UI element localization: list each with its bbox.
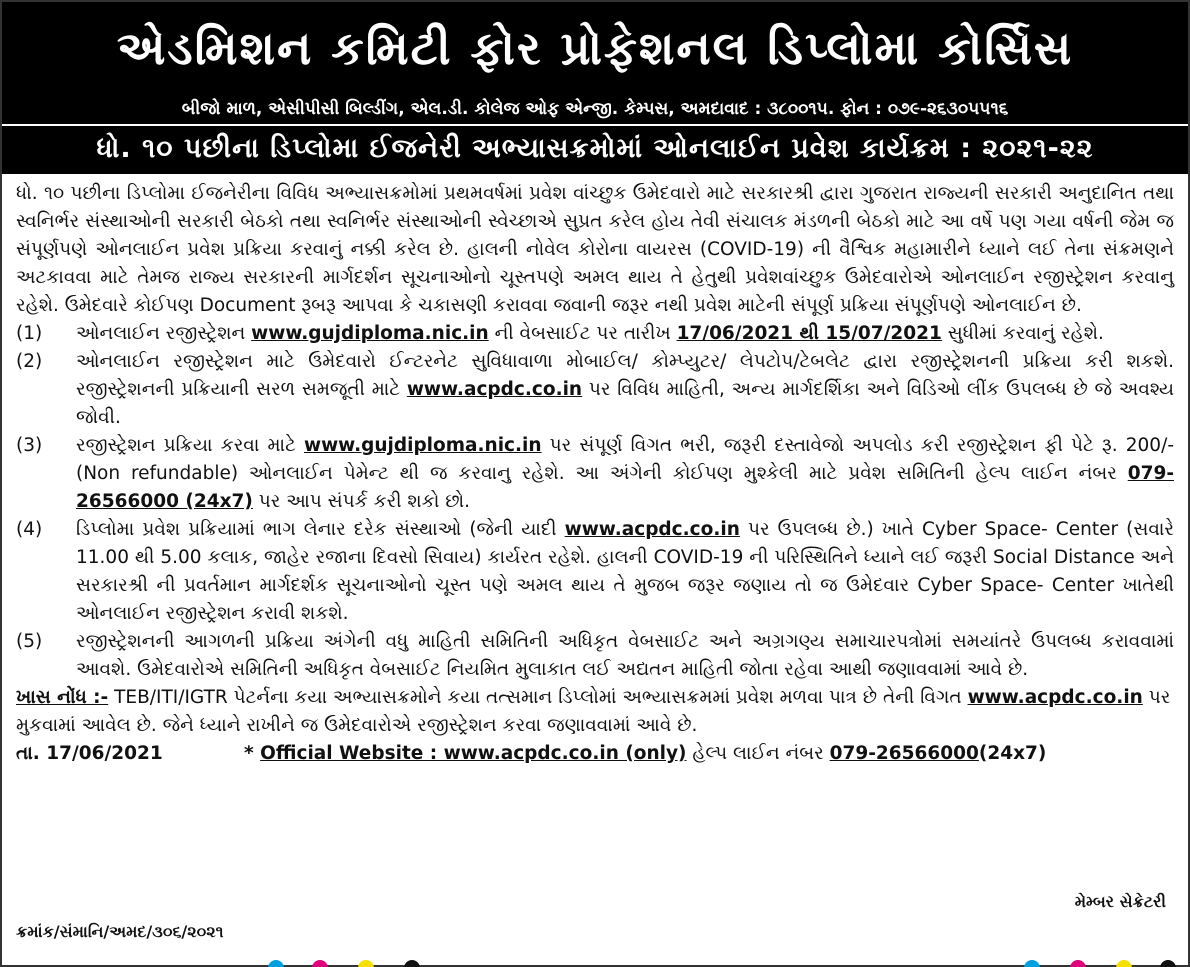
point-number: (3)	[16, 435, 43, 456]
registration-dot	[404, 960, 420, 967]
point-4	[16, 516, 1174, 628]
text-segment: ડિપ્લોમા પ્રવેશ પ્રક્રિયામાં ભાગ લેનાર દરેક સંસ્થાઓ (જેની યાદી	[76, 519, 565, 540]
text-segment: ઓનલાઈન રજીસ્ટ્રેશન	[76, 323, 252, 344]
gujdiploma-link[interactable]: www.gujdiploma.nic.in	[303, 435, 542, 456]
registration-dates: 17/06/2021 થી 15/07/2021	[676, 323, 942, 344]
text-segment: પર મુકવામાં આવેલ છે. જેને ધ્યાને રાખીને જ ઉમેદવારોએ રજીસ્ટ્રેશન કરવા જણાવવામાં આવે છે.	[16, 687, 1171, 736]
point-number: (5)	[16, 631, 43, 652]
text-segment: સુધીમાં કરવાનું રહેશે.	[941, 323, 1104, 344]
helpline-suffix: (24x7)	[978, 743, 1047, 764]
point-number: (2)	[16, 351, 43, 372]
registration-dot	[312, 960, 328, 967]
text-segment: પર ઉપલબ્ધ છે.) ખાતે Cyber Space- Center (સવારે 11.00 થી 5.00 કલાક, જાહેર રજાના દિવસો સિવાય) કાર્યરત રહેશે. હાલની COVID-19 ની પરિસ્થિતિને ધ્યાને લઈ જરૂરી Social Distance અને સરકારશ્રી ની પ્રવર્તમાન માર્ગદર્શક સૂચનાઓનો ચૂસ્ત પણે અમલ થાય તે મુજબ જરૂર જણાય તો જ ઉમેદવાર Cyber Space- Center ખાતેથી ઓનલાઈન રજીસ્ટ્રેશન કરાવી શકશે.	[76, 519, 1174, 624]
text-segment: પર સંપૂર્ણ વિગત ભરી, જરૂરી દસ્તાવેજો અપલોડ કરી રજીસ્ટ્રેશન ફી પેટે રૂ. 200/- (Non refundable) ઓનલાઈન પેમેન્ટ થી જ કરવાનુ રહેશે. આ અંગેની કોઈપણ મુશ્કેલી માટે પ્રવેશ સમિતિની હેલ્પ લાઈન નંબર	[76, 435, 1174, 484]
acpdc-link[interactable]: www.acpdc.co.in	[564, 519, 740, 540]
acpdc-link[interactable]: www.acpdc.co.in	[967, 687, 1143, 708]
text-segment: ઓનલાઈન રજીસ્ટ્રેશન માટે ઉમેદવારો ઈન્ટરનેટ સુવિધાવાળા મોબાઈલ/ કોમ્પ્યુટર/ લેપટોપ/ટેબલેટ દ્વારા રજીસ્ટ્રેશનની પ્રક્રિયા કરી શકશે. રજીસ્ટ્રેશનની પ્રક્રિયાની સરળ સમજૂતી માટે	[76, 351, 1174, 400]
subtitle-band	[2, 124, 1188, 174]
footer-line	[16, 740, 1174, 768]
notice-date: તા. 17/06/2021	[16, 743, 163, 764]
point-5	[16, 628, 1174, 684]
point-3	[16, 432, 1174, 516]
page-subtitle: ધો. ૧૦ પછીના ડિપ્લોમા ઈજનેરી અભ્યાસક્રમોમાં ઓનલાઈન પ્રવેશ કાર્યક્રમ : ૨૦૨૧-૨૨	[96, 133, 1094, 164]
point-text	[76, 516, 1174, 628]
note-label: ખાસ નોંધ :-	[16, 687, 109, 708]
registration-dot	[1116, 960, 1132, 967]
footer-website-line	[244, 740, 1174, 768]
notice-body	[16, 180, 1174, 768]
point-1	[16, 320, 1174, 348]
text-segment: પર વિવિધ માહિતી, અન્ય માર્ગદર્શિકા અને વિડિઓ લીંક ઉપલબ્ધ છે જે અવશ્ય જોવી.	[76, 379, 1175, 428]
asterisk: *	[244, 743, 261, 764]
title-band	[2, 2, 1188, 94]
point-number: (1)	[16, 323, 43, 344]
special-note	[16, 684, 1174, 740]
reference-number: ક્રમાંક/સંમાનિ/અમદ/૩૦૬/૨૦૨૧	[16, 922, 224, 941]
office-address: બીજો માળ, એસીપીસી બિલ્ડીંગ, એલ.ડી. કોલેજ ઓફ એન્જી. કેમ્પસ, અમદાવાદ : ૩૮૦૦૧૫. ફોન : ૦૭૯-૨૬૩૦૫૫૧૬	[181, 99, 1009, 119]
helpline-number: 079-26566000	[829, 743, 979, 764]
official-website-link[interactable]: Official Website : www.acpdc.co.in (only)	[260, 743, 687, 764]
print-registration-marks	[0, 958, 1190, 967]
point-text	[76, 432, 1174, 516]
registration-dot	[1024, 960, 1040, 967]
registration-dot	[358, 960, 374, 967]
point-number: (4)	[16, 519, 43, 540]
text-segment: પર આપ સંપર્ક કરી શકો છો.	[252, 491, 471, 512]
address-band	[2, 94, 1188, 124]
point-text	[76, 348, 1174, 432]
helpline-label: હેલ્પ લાઈન નંબર	[686, 743, 830, 764]
point-text	[76, 320, 1174, 348]
point-text: રજીસ્ટ્રેશનની આગળની પ્રક્રિયા અંગેની વધુ માહિતી સમિતિની અધિકૃત વેબસાઈટ અને અગ્રગણ્ય સમાચારપત્રોમાં સમયાંતરે ઉપલબ્ધ કરાવવામાં આવશે. ઉમેદવારોએ સમિતિની અધિકૃત વેબસાઈટ નિયમિત મુલાકાત લઈ અદ્યતન માહિતી જોતા રહેવા આથી જણાવવામાં આવે છે.	[76, 631, 1174, 680]
acpdc-link[interactable]: www.acpdc.co.in	[406, 379, 583, 400]
member-secretary: મેમ્બર સેક્રેટરી	[1074, 892, 1166, 911]
helpline-number: 079- 26566000 (24x7)	[76, 463, 1174, 512]
intro-paragraph: ધો. ૧૦ પછીના ડિપ્લોમા ઈજનેરીના વિવિધ અભ્યાસક્રમોમાં પ્રથમવર્ષમાં પ્રવેશ વાંચ્છુક ઉમેદવારો માટે સરકારશ્રી દ્વારા ગુજરાત રાજ્યની સરકારી અનુદાનિત તથા સ્વનિર્ભર સંસ્થાઓની સરકારી બેઠકો તથા સ્વનિર્ભર સંસ્થાઓની સ્વેચ્છાએ સુપ્રત કરેલ હોય તેવી સંચાલક મંડળની બેઠકો માટે આ વર્ષે પણ ગયા વર્ષની જેમ જ સંપૂર્ણપણે ઓનલાઈન પ્રવેશ પ્રક્રિયા કરવાનું નક્કી કરેલ છે. હાલની નોવેલ કોરોના વાયરસ (COVID-19) ની વૈશ્વિક મહામારીને ધ્યાને લઈ તેના સંક્રમણને અટકાવવા માટે તેમજ રાજ્ય સરકારની માર્ગદર્શન સૂચનાઓનો ચૂસ્તપણે અમલ થાય તે હેતુથી પ્રવેશવાંચ્છુક ઉમેદવારોએ ઓનલાઈન રજીસ્ટ્રેશન કરવાનુ રહેશે. ઉમેદવારે કોઈપણ Document રૂબરૂ આપવા કે ચકાસણી કરાવવા જવાની જરૂર નથી પ્રવેશ માટેની સંપૂર્ણ પ્રક્રિયા સંપૂર્ણપણે ઓનલાઈન છે.	[16, 183, 1174, 316]
point-2	[16, 348, 1174, 432]
registration-dot	[1070, 960, 1086, 967]
registration-dot	[1160, 960, 1176, 967]
gujdiploma-link[interactable]: www.gujdiploma.nic.in	[251, 323, 489, 344]
page-title: એડમિશન કમિટી ફોર પ્રોફેશનલ ડિપ્લોમા કોર્સિસ	[116, 21, 1074, 75]
text-segment: TEB/ITI/IGTR પેટર્નના કયા અભ્યાસક્રમોને કયા તત્સમાન ડિપ્લોમાં અભ્યાસક્રમમાં પ્રવેશ મળવા પાત્ર છે તેની વિગત	[108, 687, 968, 708]
text-segment: રજીસ્ટ્રેશન પ્રક્રિયા કરવા માટે	[76, 435, 304, 456]
registration-dot	[268, 960, 284, 967]
text-segment: ની વેબસાઈટ પર તારીખ	[488, 323, 677, 344]
